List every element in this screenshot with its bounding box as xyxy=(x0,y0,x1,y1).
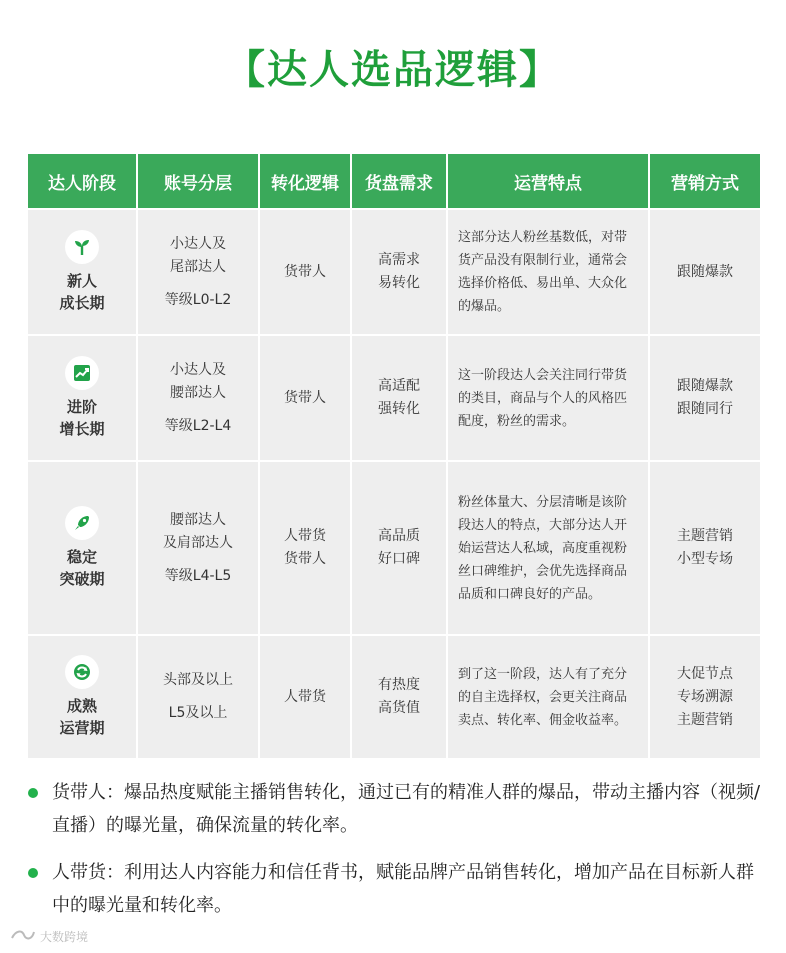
note-text: 人带货：利用达人内容能力和信任背书，赋能品牌产品销售转化，增加产品在目标新人群中的曝光量和转化率。 xyxy=(52,862,754,916)
account-level: 等级L0-L2 xyxy=(164,291,232,308)
watermark-text: 大数跨境 xyxy=(40,930,89,944)
demand-cell: 有热度 高货值 xyxy=(352,636,446,758)
header-stage: 达人阶段 xyxy=(28,154,136,208)
account-tier: 头部及以上 xyxy=(163,672,233,688)
stage-cell xyxy=(28,462,136,634)
bullet-dot-icon xyxy=(28,868,38,878)
watermark xyxy=(10,928,88,945)
recycle-icon xyxy=(65,655,99,689)
stage-cell xyxy=(28,336,136,460)
account-level: L5及以上 xyxy=(168,705,228,721)
logic-cell: 货带人 xyxy=(260,336,350,460)
table-row xyxy=(28,336,760,460)
account-cell xyxy=(138,336,258,460)
logic-cell: 人带货 xyxy=(260,636,350,758)
desc-cell: 到了这一阶段，达人有了充分的自主选择权，会更关注商品卖点、转化率、佣金收益率。 xyxy=(448,636,648,758)
desc-cell: 粉丝体量大、分层清晰是该阶段达人的特点，大部分达人开始运营达人私域，高度重视粉丝口碑维护，会优先选择商品品质和口碑良好的产品。 xyxy=(448,462,648,634)
header-logic: 转化逻辑 xyxy=(260,154,350,208)
demand-cell: 高适配 强转化 xyxy=(352,336,446,460)
demand-cell: 高需求 易转化 xyxy=(352,210,446,334)
rocket-icon xyxy=(65,506,99,540)
sprout-icon xyxy=(65,230,99,264)
header-demand: 货盘需求 xyxy=(352,154,446,208)
account-cell xyxy=(138,636,258,758)
stage-label: 成熟 运营期 xyxy=(59,697,105,737)
marketing-cell: 跟随爆款 xyxy=(650,210,760,334)
account-cell xyxy=(138,462,258,634)
stage-label: 进阶 增长期 xyxy=(59,398,105,438)
table-row xyxy=(28,636,760,758)
stage-label: 稳定 突破期 xyxy=(59,548,105,588)
desc-cell: 这一阶段达人会关注同行带货的类目，商品与个人的风格匹配度，粉丝的需求。 xyxy=(448,336,648,460)
note-item xyxy=(24,776,764,842)
marketing-cell: 主题营销 小型专场 xyxy=(650,462,760,634)
stage-cell xyxy=(28,636,136,758)
account-level: 等级L4-L5 xyxy=(164,567,232,584)
note-item xyxy=(24,856,764,922)
account-tier: 腰部达人 及肩部达人 xyxy=(163,511,233,551)
stage-label: 新人 成长期 xyxy=(59,272,105,312)
desc-cell: 这部分达人粉丝基数低，对带货产品没有限制行业，通常会选择价格低、易出单、大众化的爆品。 xyxy=(448,210,648,334)
logic-cell: 货带人 xyxy=(260,210,350,334)
watermark-logo-icon xyxy=(10,928,36,945)
demand-cell: 高品质 好口碑 xyxy=(352,462,446,634)
account-tier: 小达人及 腰部达人 xyxy=(170,361,226,401)
note-text: 货带人：爆品热度赋能主播销售转化，通过已有的精准人群的爆品，带动主播内容（视频/直播）的曝光量，确保流量的转化率。 xyxy=(52,782,761,836)
selection-logic-table xyxy=(26,152,762,760)
table-row xyxy=(28,462,760,634)
account-tier: 小达人及 尾部达人 xyxy=(170,235,226,275)
header-account: 账号分层 xyxy=(138,154,258,208)
page-title: 【达人选品逻辑】 xyxy=(225,47,561,93)
header-marketing: 营销方式 xyxy=(650,154,760,208)
marketing-cell: 大促节点 专场溯源 主题营销 xyxy=(650,636,760,758)
table-header-row xyxy=(28,154,760,208)
stage-cell xyxy=(28,210,136,334)
account-cell xyxy=(138,210,258,334)
marketing-cell: 跟随爆款 跟随同行 xyxy=(650,336,760,460)
growth-chart-icon xyxy=(65,356,99,390)
definition-notes xyxy=(24,776,764,936)
header-operation: 运营特点 xyxy=(448,154,648,208)
account-level: 等级L2-L4 xyxy=(164,417,232,434)
logic-cell: 人带货 货带人 xyxy=(260,462,350,634)
table-row xyxy=(28,210,760,334)
bullet-dot-icon xyxy=(28,788,38,798)
